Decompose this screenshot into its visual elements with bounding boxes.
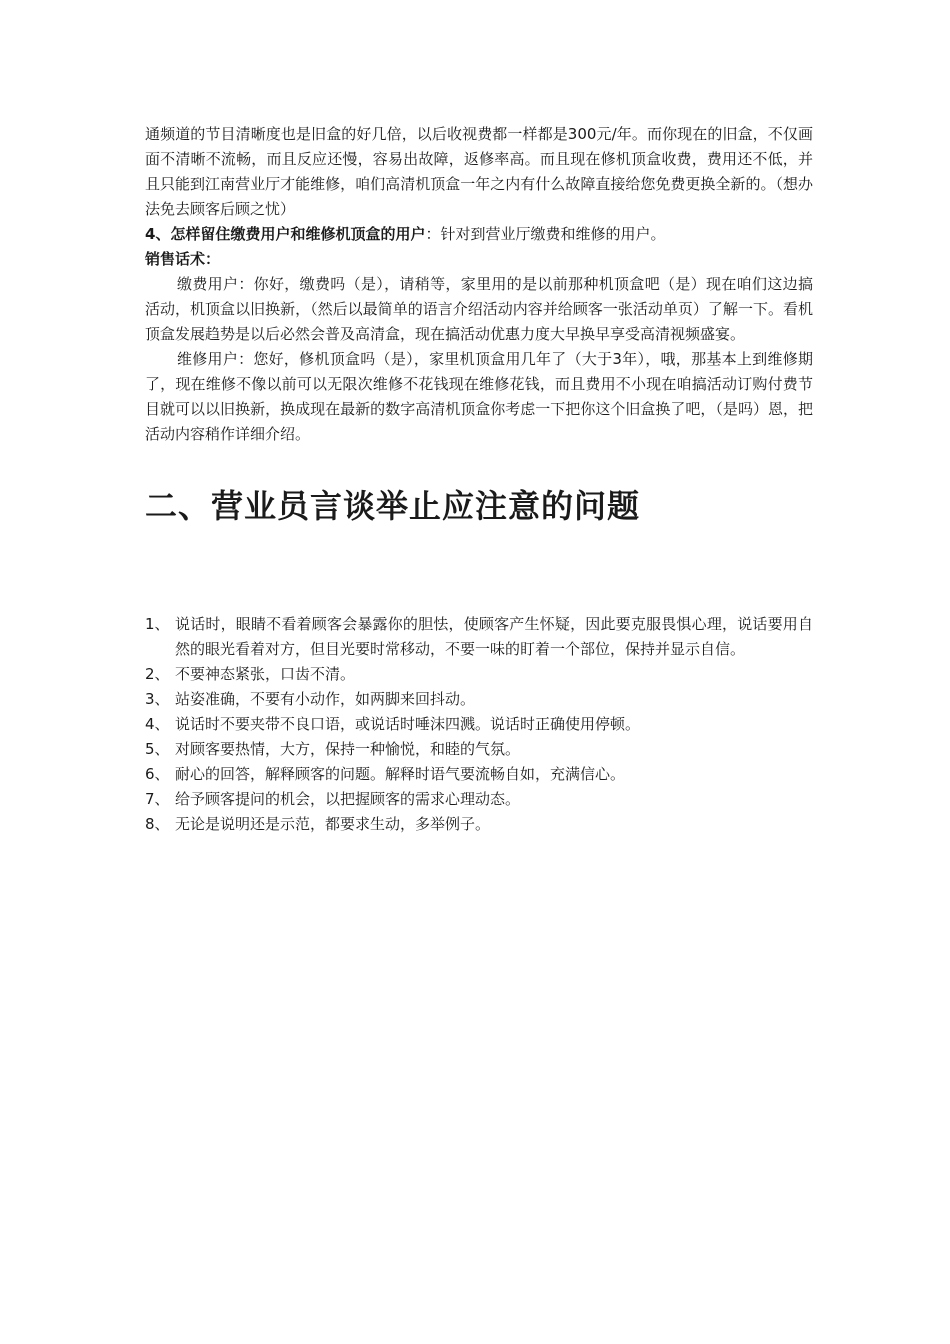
list-item-number: 5、 xyxy=(145,740,170,758)
list-item-number: 6、 xyxy=(145,765,170,783)
list-item xyxy=(145,712,813,737)
section4-title: 4、怎样留住缴费用户和维修机顶盒的用户 xyxy=(145,225,426,243)
list-item xyxy=(145,687,813,712)
list-item xyxy=(145,812,813,837)
section-heading: 二、营业员言谈举止应注意的问题 xyxy=(145,487,641,525)
sales-script-label: 销售话术： xyxy=(145,250,221,268)
list-item xyxy=(145,612,813,662)
list-item-number: 1、 xyxy=(145,615,170,633)
list-item xyxy=(145,662,813,687)
list-item-text: 站姿准确，不要有小动作，如两脚来回抖动。 xyxy=(175,690,476,708)
list-item-number: 3、 xyxy=(145,690,170,708)
section4-line xyxy=(145,222,813,247)
list-item xyxy=(145,737,813,762)
list-item-number: 4、 xyxy=(145,715,170,733)
list-item-text: 说话时不要夹带不良口语，或说话时唾沫四溅。说话时正确使用停顿。 xyxy=(175,715,641,733)
repair-user-paragraph: 维修用户：您好，修机顶盒吗（是），家里机顶盒用几年了（大于3年），哦，那基本上到维修期了，现在维修不像以前可以无限次维修不花钱现在维修花钱，而且费用不小现在咱搞活动订购付费节目就可以以旧换新，换成现在最新的数字高清机顶盒你考虑一下把你这个旧盒换了吧，（是吗）恩，把活动内容稍作详细介绍。 xyxy=(145,350,813,443)
section4-desc: ：针对到营业厅缴费和维修的用户。 xyxy=(425,225,666,243)
list-item-text: 说话时，眼睛不看着顾客会暴露你的胆怯，使顾客产生怀疑，因此要克服畏惧心理，说话要用自然的眼光看着对方，但目光要时常移动，不要一味的盯着一个部位，保持并显示自信。 xyxy=(175,615,813,658)
list-item-text: 耐心的回答，解释顾客的问题。解释时语气要流畅自如，充满信心。 xyxy=(175,765,626,783)
intro-paragraph: 通频道的节目清晰度也是旧盒的好几倍，以后收视费都一样都是300元/年。而你现在的旧盒，不仅画面不清晰不流畅，而且反应还慢，容易出故障，返修率高。而且现在修机顶盒收费，费用还不低，并且只能到江南营业厅才能维修，咱们高清机顶盒一年之内有什么故障直接给您免费更换全新的。（想办法免去顾客后顾之忧） xyxy=(145,125,813,218)
list-item-text: 对顾客要热情，大方，保持一种愉悦，和睦的气氛。 xyxy=(175,740,521,758)
list-item-text: 给予顾客提问的机会，以把握顾客的需求心理动态。 xyxy=(175,790,521,808)
list-item-text: 无论是说明还是示范，都要求生动，多举例子。 xyxy=(175,815,491,833)
document-page xyxy=(145,122,813,837)
list-item-text: 不要神态紧张，口齿不清。 xyxy=(175,665,356,683)
payment-user-paragraph: 缴费用户：你好，缴费吗（是），请稍等，家里用的是以前那种机顶盒吧（是）现在咱们这边搞活动，机顶盒以旧换新，（然后以最简单的语言介绍活动内容并给顾客一张活动单页）了解一下。看机顶盒发展趋势是以后必然会普及高清盒，现在搞活动优惠力度大早换早享受高清视频盛宴。 xyxy=(145,275,813,343)
list-item-number: 8、 xyxy=(145,815,170,833)
list-item xyxy=(145,787,813,812)
etiquette-list xyxy=(145,612,813,837)
list-item xyxy=(145,762,813,787)
list-item-number: 2、 xyxy=(145,665,170,683)
list-item-number: 7、 xyxy=(145,790,170,808)
